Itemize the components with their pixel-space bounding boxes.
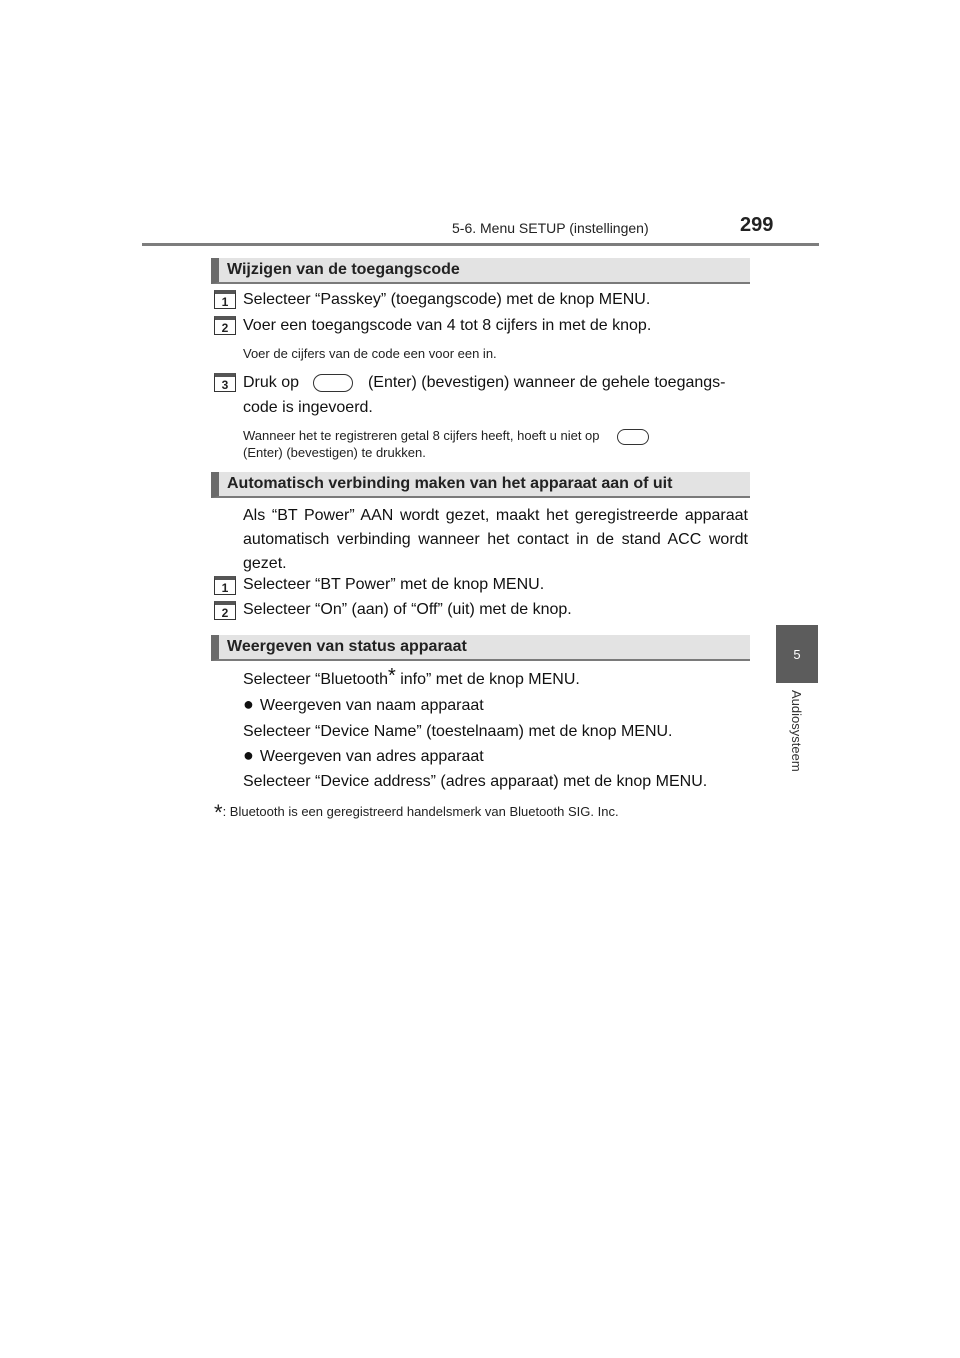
step-text-line2: code is ingevoerd.: [243, 399, 373, 416]
bullet-detail: Selecteer “Device Name” (toestelnaam) met de knop MENU.: [243, 723, 673, 740]
step-number: 3: [214, 373, 236, 392]
section-header: 5-6. Menu SETUP (instellingen): [452, 220, 649, 236]
step-number: 1: [214, 576, 236, 595]
page-number: 299: [740, 214, 774, 236]
footnote-star: *: [214, 800, 223, 825]
footnote-marker: *: [387, 664, 396, 687]
section-title-device-status: Weergeven van status apparaat: [211, 635, 750, 661]
enter-button-icon: [313, 374, 353, 392]
chapter-tab: [776, 625, 818, 683]
bullet-item: [243, 692, 484, 718]
chapter-label-wrap: [786, 690, 806, 790]
section-title-passkey: Wijzigen van de toegangscode: [211, 258, 750, 284]
step-text-post: (Enter) (bevestigen) wanneer de gehele toegangs-: [367, 374, 726, 391]
intro-text: Selecteer “Bluetooth: [243, 671, 388, 688]
step-text: Selecteer “Passkey” (toegangscode) met de knop MENU.: [243, 291, 651, 308]
step-text-line: [243, 371, 748, 395]
bullet-text: Weergeven van naam apparaat: [259, 697, 484, 714]
bullet-detail: Selecteer “Device address” (adres apparaat) met de knop MENU.: [243, 773, 708, 790]
footnote: [214, 800, 619, 825]
chapter-number: 5: [793, 646, 801, 662]
step-number: 2: [214, 601, 236, 620]
section-title-auto-connect: Automatisch verbinding maken van het apparaat aan of uit: [211, 472, 750, 498]
chapter-label: Audiosysteem: [789, 690, 804, 772]
step-note-line1: [243, 427, 748, 445]
step-text-pre: Druk op: [243, 374, 300, 391]
bullet-text: Weergeven van adres apparaat: [259, 748, 484, 765]
enter-button-icon: [617, 429, 649, 445]
step-text: Selecteer “BT Power” met de knop MENU.: [243, 576, 545, 593]
step-note-line2: (Enter) (bevestigen) te drukken.: [243, 445, 426, 460]
step-text: Voer een toegangscode van 4 tot 8 cijfers in met de knop.: [243, 317, 652, 334]
intro-text-end: info” met de knop MENU.: [395, 671, 580, 688]
step-number: 1: [214, 290, 236, 309]
bullet-icon: ●: [243, 745, 254, 765]
footnote-text: : Bluetooth is een geregistreerd handelsmerk van Bluetooth SIG. Inc.: [222, 804, 619, 819]
section-intro: [243, 664, 580, 692]
bullet-item: [243, 743, 484, 769]
bullet-icon: ●: [243, 694, 254, 714]
step-number: 2: [214, 316, 236, 335]
step-note-text: Wanneer het te registreren getal 8 cijfers heeft, hoeft u niet op: [243, 428, 600, 443]
step-note: Voer de cijfers van de code een voor een in.: [243, 346, 497, 361]
header-divider: [142, 243, 819, 246]
step-text: Selecteer “On” (aan) of “Off” (uit) met de knop.: [243, 601, 572, 618]
section-intro: Als “BT Power” AAN wordt gezet, maakt het geregistreerde apparaat automatisch verbinding wanneer het contact in de stand ACC wordt gezet.: [243, 507, 748, 572]
